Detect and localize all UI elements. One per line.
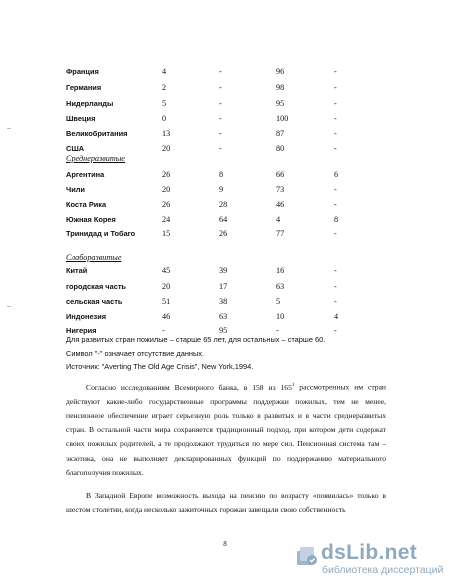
cell-value: 95 xyxy=(276,99,285,108)
cell-value: - xyxy=(334,144,337,153)
cell-value: 10 xyxy=(276,312,285,321)
row-label: Аргентина xyxy=(66,170,105,179)
cell-value: 73 xyxy=(276,185,285,194)
cell-value: - xyxy=(219,114,222,123)
cell-value: 5 xyxy=(276,297,281,306)
row-label: Нигерия xyxy=(66,326,97,335)
cell-value: 26 xyxy=(219,229,228,238)
cell-value: 13 xyxy=(162,129,171,138)
cell-value: - xyxy=(334,99,337,108)
cell-value: 77 xyxy=(276,229,285,238)
cell-value: 4 xyxy=(334,312,339,321)
cell-value: 24 xyxy=(162,215,171,224)
footnote-ref: 1 xyxy=(291,383,295,388)
cell-value: - xyxy=(334,114,337,123)
row-label: Великобритания xyxy=(66,129,128,138)
cell-value: 63 xyxy=(219,312,228,321)
cell-value: 4 xyxy=(276,215,281,224)
cell-value: - xyxy=(334,266,337,275)
cell-value: 8 xyxy=(219,170,224,179)
paragraph-text: Согласно исследованиям Всемирного банка, в 158 из 165 xyxy=(86,382,292,392)
cell-value: 26 xyxy=(162,200,171,209)
page-number: 8 xyxy=(223,540,227,548)
cell-value: - xyxy=(219,144,222,153)
body-paragraph xyxy=(66,489,386,517)
row-label: Германия xyxy=(66,83,102,92)
watermark-subtitle: библиотека диссертаций xyxy=(322,564,444,576)
cell-value: 28 xyxy=(219,200,228,209)
row-label: Швеция xyxy=(66,114,96,123)
cell-value: 45 xyxy=(162,266,171,275)
table-row xyxy=(0,296,450,308)
cell-value: 5 xyxy=(162,99,167,108)
cell-value: 64 xyxy=(219,215,228,224)
table-row xyxy=(0,128,450,140)
cell-value: 87 xyxy=(276,129,285,138)
table-note: Для развитых стран пожилые – старше 65 лет, для остальных – старше 60. xyxy=(66,335,326,344)
table-row xyxy=(0,184,450,196)
row-label: городская часть xyxy=(66,282,126,291)
watermark-domain: dsLib.net xyxy=(321,541,418,564)
cell-value: - xyxy=(334,200,337,209)
cell-value: 66 xyxy=(276,170,285,179)
table-row xyxy=(0,228,450,240)
row-label: сельская часть xyxy=(66,297,123,306)
cell-value: 4 xyxy=(162,67,167,76)
cell-value: - xyxy=(219,99,222,108)
table-row xyxy=(0,281,450,293)
cell-value: 20 xyxy=(162,144,171,153)
table-source: Источник: "Averting The Old Age Crisis", New York,1994. xyxy=(66,362,254,371)
cell-value: 2 xyxy=(162,83,167,92)
cell-value: 46 xyxy=(276,200,285,209)
cell-value: - xyxy=(219,129,222,138)
cell-value: 80 xyxy=(276,144,285,153)
cell-value: 63 xyxy=(276,282,285,291)
cell-value: 96 xyxy=(276,67,285,76)
cell-value: 6 xyxy=(334,170,339,179)
row-label: Франция xyxy=(66,67,99,76)
row-label: Индонезия xyxy=(66,312,107,321)
cell-value: 0 xyxy=(162,114,167,123)
cell-value: - xyxy=(162,326,165,335)
cell-value: - xyxy=(334,129,337,138)
row-label: Коста Рика xyxy=(66,200,107,209)
group-heading: Среднеразвитые xyxy=(66,154,125,163)
cell-value: - xyxy=(334,229,337,238)
cell-value: 8 xyxy=(334,215,339,224)
cell-value: 9 xyxy=(219,185,224,194)
cell-value: 26 xyxy=(162,170,171,179)
group-heading: Слаборазвитые xyxy=(66,253,122,262)
cell-value: 16 xyxy=(276,266,285,275)
cell-value: 95 xyxy=(219,326,228,335)
row-label: Нидерланды xyxy=(66,99,114,108)
cell-value: 46 xyxy=(162,312,171,321)
row-label: Южная Корея xyxy=(66,215,116,224)
table-row xyxy=(0,82,450,94)
paragraph-text: В Западной Европе возможность выхода на пенсию по возрасту «появилась» только в шестом столетии, когда несколько зажиточных горожан завещали свою собственность xyxy=(66,491,386,515)
table-row xyxy=(0,66,450,78)
cell-value: 17 xyxy=(219,282,228,291)
row-label: Тринидад и Тобаго xyxy=(66,229,136,238)
cell-value: - xyxy=(334,185,337,194)
row-label: Китай xyxy=(66,266,88,275)
paragraph-text: рассмотренных им стран действуют какие-либо государственные программы поддержки пожилых, тем не менее, пенсионное обеспечение играет серьезную роль только в развитых и в части среднеразвитых стран. В остальной части мира сохраняется традиционный подход, при котором дети содержат своих пожилых родителей, а те продолжают трудиться по мере сил. Пенсионная система там – экзотика, она не выполняет декларированных функций по поддержанию материального благополучия пожилых. xyxy=(66,382,387,477)
cell-value: - xyxy=(334,326,337,335)
table-row xyxy=(0,113,450,125)
cell-value: - xyxy=(334,282,337,291)
row-label: Чили xyxy=(66,185,85,194)
cell-value: 39 xyxy=(219,266,228,275)
cell-value: - xyxy=(219,83,222,92)
table-row xyxy=(0,311,450,323)
table-row xyxy=(0,265,450,277)
cell-value: - xyxy=(276,326,279,335)
table-row xyxy=(0,199,450,211)
cell-value: 98 xyxy=(276,83,285,92)
table-note: Символ "-" означает отсутствие данных. xyxy=(66,349,205,358)
cell-value: - xyxy=(334,297,337,306)
row-label: США xyxy=(66,144,85,153)
cell-value: - xyxy=(219,67,222,76)
body-paragraph xyxy=(66,379,386,480)
table-row xyxy=(0,214,450,226)
cell-value: 20 xyxy=(162,185,171,194)
cell-value: - xyxy=(334,67,337,76)
table-row xyxy=(0,98,450,110)
cell-value: 51 xyxy=(162,297,171,306)
cell-value: 15 xyxy=(162,229,171,238)
cell-value: 20 xyxy=(162,282,171,291)
table-row xyxy=(0,169,450,181)
book-logo-icon xyxy=(294,543,318,567)
cell-value: 38 xyxy=(219,297,228,306)
cell-value: 100 xyxy=(276,114,289,123)
watermark xyxy=(294,543,444,577)
cell-value: - xyxy=(334,83,337,92)
